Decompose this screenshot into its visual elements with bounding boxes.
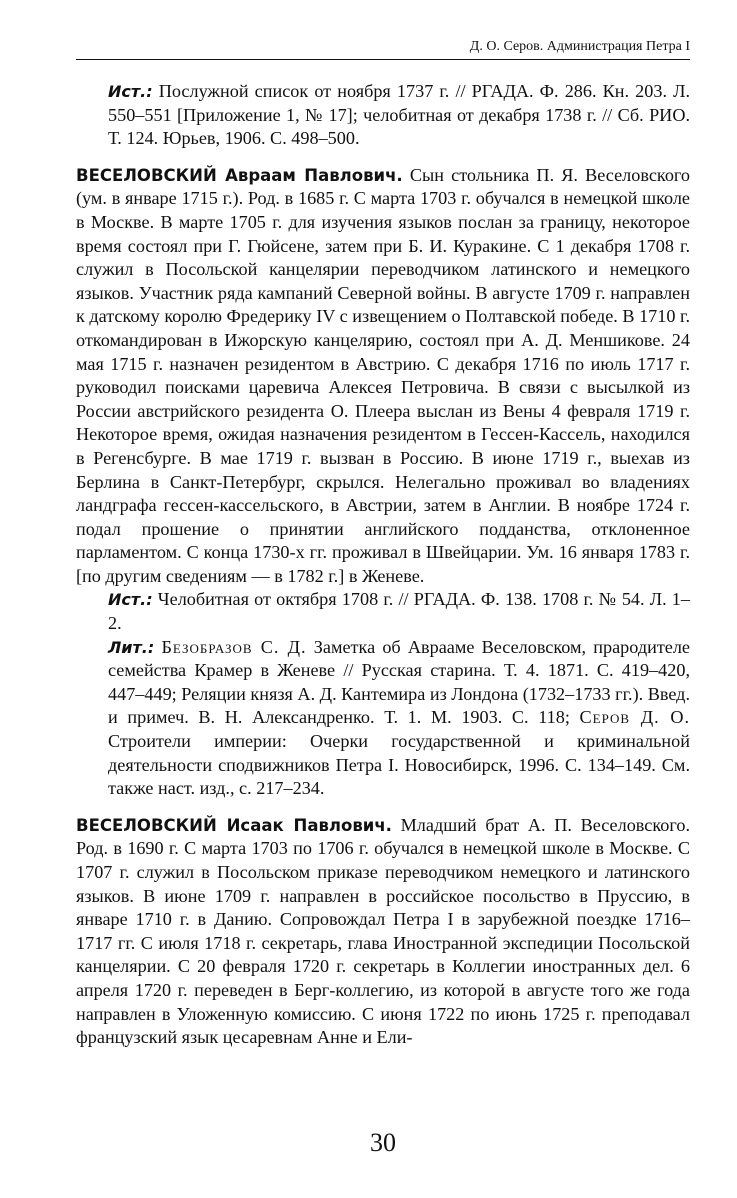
- entry-text: Сын стольника П. Я. Веселовского (ум. в январе 1715 г.). Род. в 1685 г. С марта 1703 г. обучался в немецкой школе в Москве. В марте 1705 г. для изучения языков послан за границу, некоторое время состоял при Г. Гюйсене, затем при Б. И. Куракине. С 1 декабря 1708 г. служил в Посольской канцелярии переводчиком латинского и немецкого языков. Участник ряда кампаний Северной войны. В августе 1709 г. направлен к датскому королю Фредерику IV с извещением о Полтавской победе. В 1710 г. откомандирован в Ижорскую канцелярию, состоял при А. Д. Меншикове. 24 мая 1715 г. назначен резидентом в Австрию. С декабря 1716 по июль 1717 г. руководил поисками царевича Алексея Петровича. В связи с высылкой из России австрийского резидента О. Плеера выслан из Вены 4 февраля 1719 г. Некоторое время, ожидая назначения резидентом в Гессен-Кассель, находился в Регенсбурге. В мае 1719 г. вызван в Россию. В июне 1719 г., выехав из Берлина в Санкт-Петербург, скрылся. Нелегально проживал во владениях ландграфа гессен-кассельского, в Австрии, затем в Англии. В ноябре 1724 г. подал прошение о принятии английского подданства, отклоненное парламентом. С конца 1730-х гг. проживал в Швейцарии. Ум. 16 января 1783 г. [по другим сведениям — в 1782 г.] в Женеве.: [76, 164, 691, 586]
- literature-author: Серов Д. О.: [579, 707, 690, 728]
- entry-sources: [76, 588, 690, 635]
- entry-veselovsky-isaak: [76, 814, 690, 1050]
- book-page: [76, 0, 690, 1198]
- source-text: Послужной список от ноября 1737 г. // РГАДА. Ф. 286. Кн. 203. Л. 550–551 [Приложение 1, № 17]; челобитная от декабря 1738 г. // Сб. РИО. Т. 124. Юрьев, 1906. С. 498–500.: [108, 81, 690, 149]
- entry-name: ВЕСЕЛОВСКИЙ Исаак Павлович.: [76, 815, 392, 835]
- literature-text: Заметка об Аврааме Веселовском, прародителе семейства Крамер в Женеве // Русская старина. Т. 4. 1871. С. 419–420, 447–449; Реляции князя А. Д. Кантемира из Лондона (1732–1733 гг.). Введ. и примеч. В. Н. Александренко. Т. 1. М. 1903. С. 118;: [108, 636, 690, 728]
- source-text: Челобитная от октября 1708 г. // РГАДА. Ф. 138. 1708 г. № 54. Л. 1–2.: [108, 589, 690, 634]
- source-note-top: [76, 80, 690, 151]
- literature-label: Лит.:: [108, 637, 155, 657]
- entry-spacer: [76, 151, 690, 164]
- literature-text: Строители империи: Очерки государственной и криминальной деятельности сподвижников Петра I. Новосибирск, 1996. С. 134–149. См. также наст. изд., с. 217–234.: [108, 731, 690, 799]
- source-label: Ист.:: [108, 82, 153, 101]
- entry-text: Младший брат А. П. Веселовского. Род. в 1690 г. С марта 1703 по 1706 г. обучался в немецкой школе в Москве. С 1707 г. служил в Посольском приказе переводчиком немецкого и латинского языков. В июне 1709 г. направлен в российское посольство в Пруссию, в январе 1710 г. в Данию. Сопровождал Петра I в зарубежной поездке 1716–1717 гг. С июля 1718 г. секретарь, глава Иностранной экспедиции Посольской канцелярии. С 20 февраля 1720 г. секретарь в Коллегии иностранных дел. 6 апреля 1720 г. переведен в Берг-коллегию, из которой в августе того же года направлен в Уложенную комиссию. С июня 1722 по июнь 1725 г. преподавал французский язык цесаревнам Анне и Ели-: [76, 814, 690, 1048]
- literature-author: Безобразов С. Д.: [161, 636, 307, 657]
- entry-name: ВЕСЕЛОВСКИЙ Авраам Павлович.: [76, 165, 403, 185]
- page-body: [76, 80, 690, 1050]
- entry-spacer: [76, 801, 690, 814]
- running-head: Д. О. Серов. Администрация Петра I: [76, 38, 690, 60]
- source-label: Ист.:: [108, 590, 153, 610]
- page-number: 30: [370, 1128, 396, 1157]
- entry-veselovsky-avraam: [76, 164, 690, 589]
- entry-literature: [76, 636, 690, 801]
